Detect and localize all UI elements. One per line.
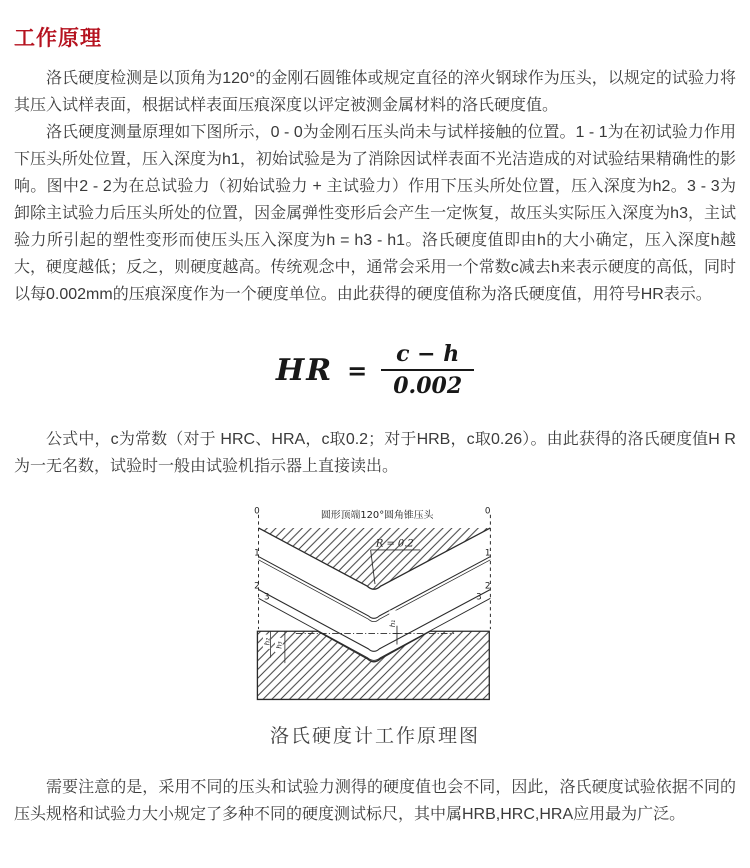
indenter-label: 圆形顶端120°圆角锥压头 bbox=[320, 510, 434, 522]
level-3-left: 3 bbox=[264, 592, 270, 603]
h2-depth-label: h₂ bbox=[262, 638, 272, 646]
principle-figure bbox=[14, 506, 736, 748]
level-1-left: 1 bbox=[254, 548, 260, 559]
h1-depth-label: h₁ bbox=[387, 620, 397, 628]
level-1-right: 1 bbox=[484, 548, 491, 559]
formula-fraction bbox=[381, 342, 474, 398]
level-2-left: 2 bbox=[254, 581, 260, 592]
paragraph-scales-note: 需要注意的是，采用不同的压头和试验力测得的硬度值也会不同，因此，洛氏硬度试验依据不同的压头规格和试验力大小规定了多种不同的硬度测试标尺，其中属HRB,HRC,HRA应用最为广泛。 bbox=[14, 779, 736, 824]
paragraph-definition: 洛氏硬度检测是以顶角为120°的金刚石圆锥体或规定直径的淬火钢球作为压头，以规定的试验力将其压入试样表面，根据试样表面压痕深度以评定被测金属材料的洛氏硬度值。 bbox=[14, 70, 736, 114]
page-title: 工作原理 bbox=[14, 27, 102, 50]
tip-radius-label: R = 0.2 bbox=[375, 539, 414, 551]
figure-caption: 洛氏硬度计工作原理图 bbox=[269, 726, 480, 748]
hardness-formula bbox=[14, 342, 736, 398]
paragraph-constants: 公式中，c为常数（对于 HRC、HRA，c取0.2；对于HRB，c取0.26）。由此获得的洛氏硬度值H R为一无名数，试验时一般由试验机指示器上直接读出。 bbox=[14, 431, 736, 476]
formula-equals: = bbox=[347, 355, 368, 385]
level-0-left: 0 bbox=[254, 507, 260, 518]
formula-lhs: HR bbox=[275, 352, 334, 388]
level-0-right: 0 bbox=[484, 507, 491, 518]
level-2-right: 2 bbox=[484, 581, 491, 592]
h3-depth-label: h₃ bbox=[274, 641, 284, 650]
formula-numerator: c − h bbox=[396, 341, 460, 367]
principle-diagram bbox=[254, 506, 496, 706]
formula-denominator: 0.002 bbox=[381, 369, 474, 398]
level-3-right: 3 bbox=[476, 592, 482, 603]
paragraph-measurement-principle: 洛氏硬度测量原理如下图所示，0 - 0为金刚石压头尚未与试样接触的位置。1 - 1为在初试验力作用下压头所处位置，压入深度为h1，初始试验是为了消除因试样表面不光洁造成的对试验结果精确性的影响。图中2 - 2为在总试验力（初始试验力 + 主试验力）作用下压头所处位置，压入深度为h2。3 - 3为卸除主试验力后压头所处的位置，因金属弹性变形后会产生一定恢复，故压头实际压入深度为h3，主试验力所引起的塑性变形而使压头压入深度为h = h3 - h1。洛氏硬度值即由h的大小确定，压入深度h越大，硬度越低；反之，则硬度越高。传统观念中，通常会采用一个常数c减去h来表示硬度的高低，同时以每0.002mm的压痕深度作为一个硬度单位。由此获得的硬度值称为洛氏硬度值，用符号HR表示。 bbox=[14, 124, 736, 303]
specimen-block bbox=[257, 632, 489, 700]
